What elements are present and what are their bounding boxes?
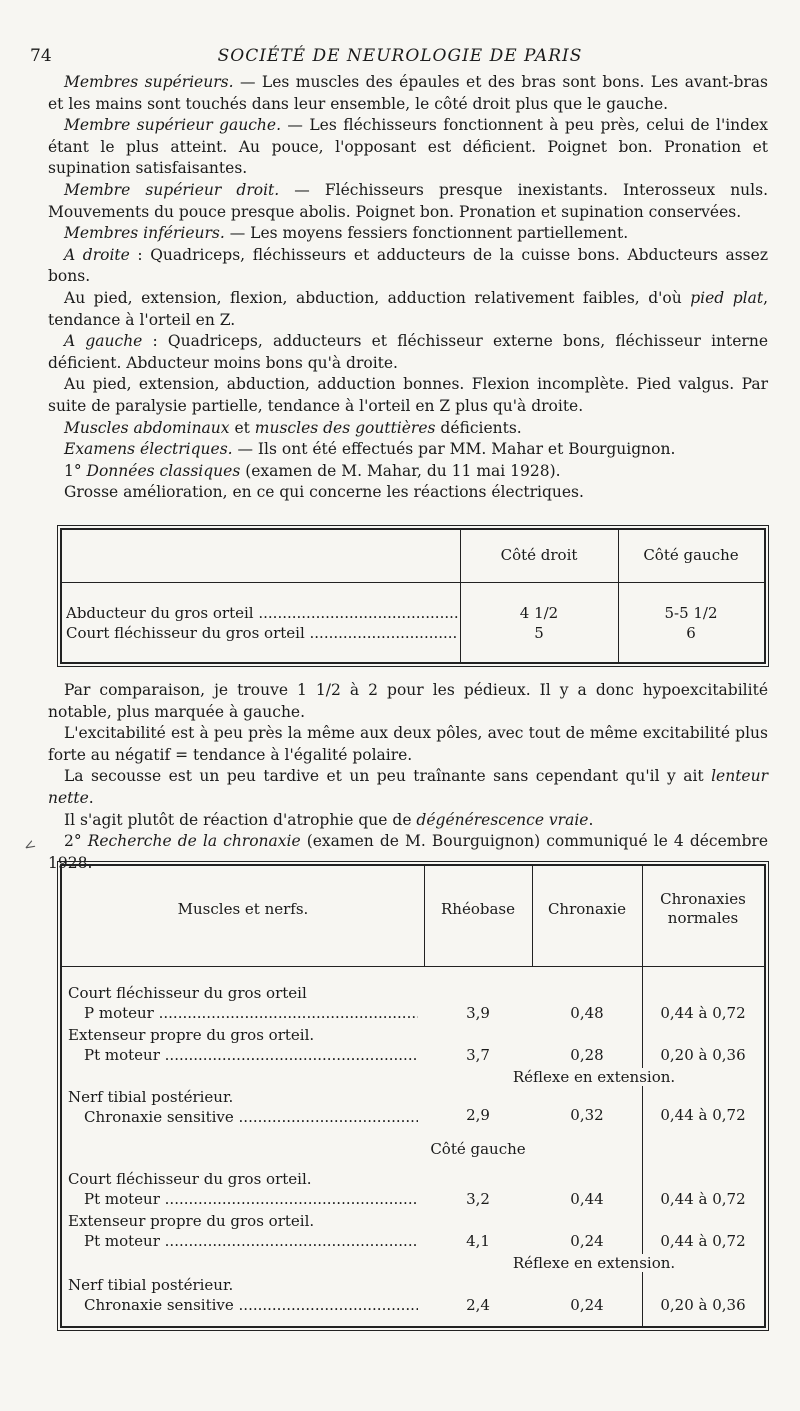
chronaxie-table: Muscles et nerfs. Rhéobase Chronaxie Chronaxies normales Court fléchisseur du gros orteil P moteur ..... 3,9 0,48 0,44 à 0,72 Extenseur propre du gros orteil. Pt moteur ..... 3,7 0,28 0,20 à 0,36 Réflexe en extension. Nerf tibial postérieur. Chronaxie sensitive ..... 2,9 0,32 0,44 à 0,72 Côté gauche Court fléchisseur du gros orteil. Pt moteur ..... 3,2 0,44 0,44 à 0,72 Extenseur propre du gros orteil. Pt moteur ..... 4,1 0,24 0,44 à 0,72 Réflexe en extension. Nerf tibial postérieur. Chronaxie sensitive ..... 2,4 0,24 0,20 à 0,36	[60, 864, 766, 1328]
row-sublabel: Pt moteur .....	[84, 1232, 418, 1250]
row-sublabel: Pt moteur .....	[84, 1046, 418, 1064]
paragraph: Membre supérieur droit. — Fléchisseurs presque inexistants. Interosseux nuls. Mouvements du pouce presque abolis. Poignet bon. Pronation et supination conservées.	[48, 180, 768, 221]
reflexe-note: Réflexe en extension.	[424, 1254, 764, 1272]
table-row: Court fléchisseur du gros orteil ..... 5 6	[62, 624, 764, 644]
paragraph: A droite : Quadriceps, fléchisseurs et adducteurs de la cuisse bons. Abducteurs assez bons.	[48, 245, 768, 286]
paragraph: La secousse est un peu tardive et un peu traînante sans cependant qu'il y ait lenteur nette.	[48, 767, 768, 807]
paragraph: Membres supérieurs. — Les muscles des épaules et des bras sont bons. Les avant-bras et les mains sont touchés dans leur ensemble, le côté droit plus que le gauche.	[48, 73, 769, 113]
row-sublabel: Chronaxie sensitive .....	[84, 1108, 418, 1126]
column-header: Rhéobase	[441, 900, 515, 918]
paragraph: Au pied, extension, abduction, adduction bonnes. Flexion incomplète. Pied valgus. Par suite de paralysie partielle, tendance à l'orteil en Z plus qu'à droite.	[48, 375, 768, 415]
column-header: Côté gauche	[643, 546, 739, 564]
table-row: Abducteur du gros orteil ..... 4 1/2 5-5 1/2	[62, 604, 764, 624]
paragraph: Au pied, extension, flexion, abduction, adduction relativement faibles, d'où pied plat, tendance à l'orteil en Z.	[48, 288, 768, 329]
page-header	[0, 46, 800, 70]
paragraph: Il s'agit plutôt de réaction d'atrophie que de dégénérescence vraie.	[64, 810, 594, 829]
row-label: Extenseur propre du gros orteil.	[68, 1212, 315, 1230]
paragraph: A gauche : Quadriceps, adducteurs et fléchisseur externe bons, fléchisseur interne déficient. Abducteur moins bons qu'à droite.	[48, 332, 768, 372]
reflexe-note: Réflexe en extension.	[424, 1068, 764, 1086]
paragraph: 1° Données classiques (examen de M. Mahar, du 11 mai 1928).	[64, 461, 561, 480]
paragraph: Grosse amélioration, en ce qui concerne les réactions électriques.	[64, 483, 584, 502]
paragraph: Membres inférieurs. — Les moyens fessiers fonctionnent partiellement.	[64, 224, 629, 243]
row-label: Court fléchisseur du gros orteil.	[68, 1170, 312, 1188]
row-sublabel: Chronaxie sensitive .....	[84, 1296, 418, 1314]
row-label: Nerf tibial postérieur.	[68, 1088, 234, 1106]
paragraph: 2° Recherche de la chronaxie (examen de M. Bourguignon) communiqué le 4 décembre 1928.	[48, 832, 768, 872]
page-number: 74	[30, 46, 52, 66]
column-header: Chronaxie	[547, 900, 627, 918]
paragraph: Membre supérieur gauche. — Les fléchisseurs fonctionnent à peu près, celui de l'index étant le plus atteint. Au pouce, l'opposant est déficient. Poignet bon. Pronation et supination satisfaisantes.	[48, 116, 768, 178]
body-text-top	[48, 72, 768, 504]
excitability-table	[60, 528, 766, 664]
row-sublabel: P moteur .....	[84, 1004, 418, 1022]
paragraph: Par comparaison, je trouve 1 1/2 à 2 pour les pédieux. Il y a donc hypoexcitabilité notable, plus marquée à gauche.	[48, 681, 768, 721]
paragraph: Examens électriques. — Ils ont été effectués par MM. Mahar et Bourguignon.	[64, 440, 676, 459]
column-header: Côté droit	[500, 546, 578, 564]
paragraph: Muscles abdominaux et muscles des gouttières déficients.	[64, 418, 522, 437]
row-label: Nerf tibial postérieur.	[68, 1276, 234, 1294]
paragraph: L'excitabilité est à peu près la même aux deux pôles, avec tout de même excitabilité plus forte au négatif = tendance à l'égalité polaire.	[48, 724, 768, 764]
column-header: Chronaxies normales	[660, 890, 746, 927]
margin-tick: <	[20, 836, 39, 856]
side-note: Côté gauche	[430, 1140, 526, 1158]
row-label: Extenseur propre du gros orteil.	[68, 1026, 315, 1044]
running-title: SOCIÉTÉ DE NEUROLOGIE DE PARIS	[217, 46, 583, 66]
body-text-middle	[48, 680, 768, 874]
row-sublabel: Pt moteur .....	[84, 1190, 418, 1208]
column-header: Muscles et nerfs.	[177, 900, 309, 918]
row-label: Court fléchisseur du gros orteil	[68, 984, 307, 1002]
